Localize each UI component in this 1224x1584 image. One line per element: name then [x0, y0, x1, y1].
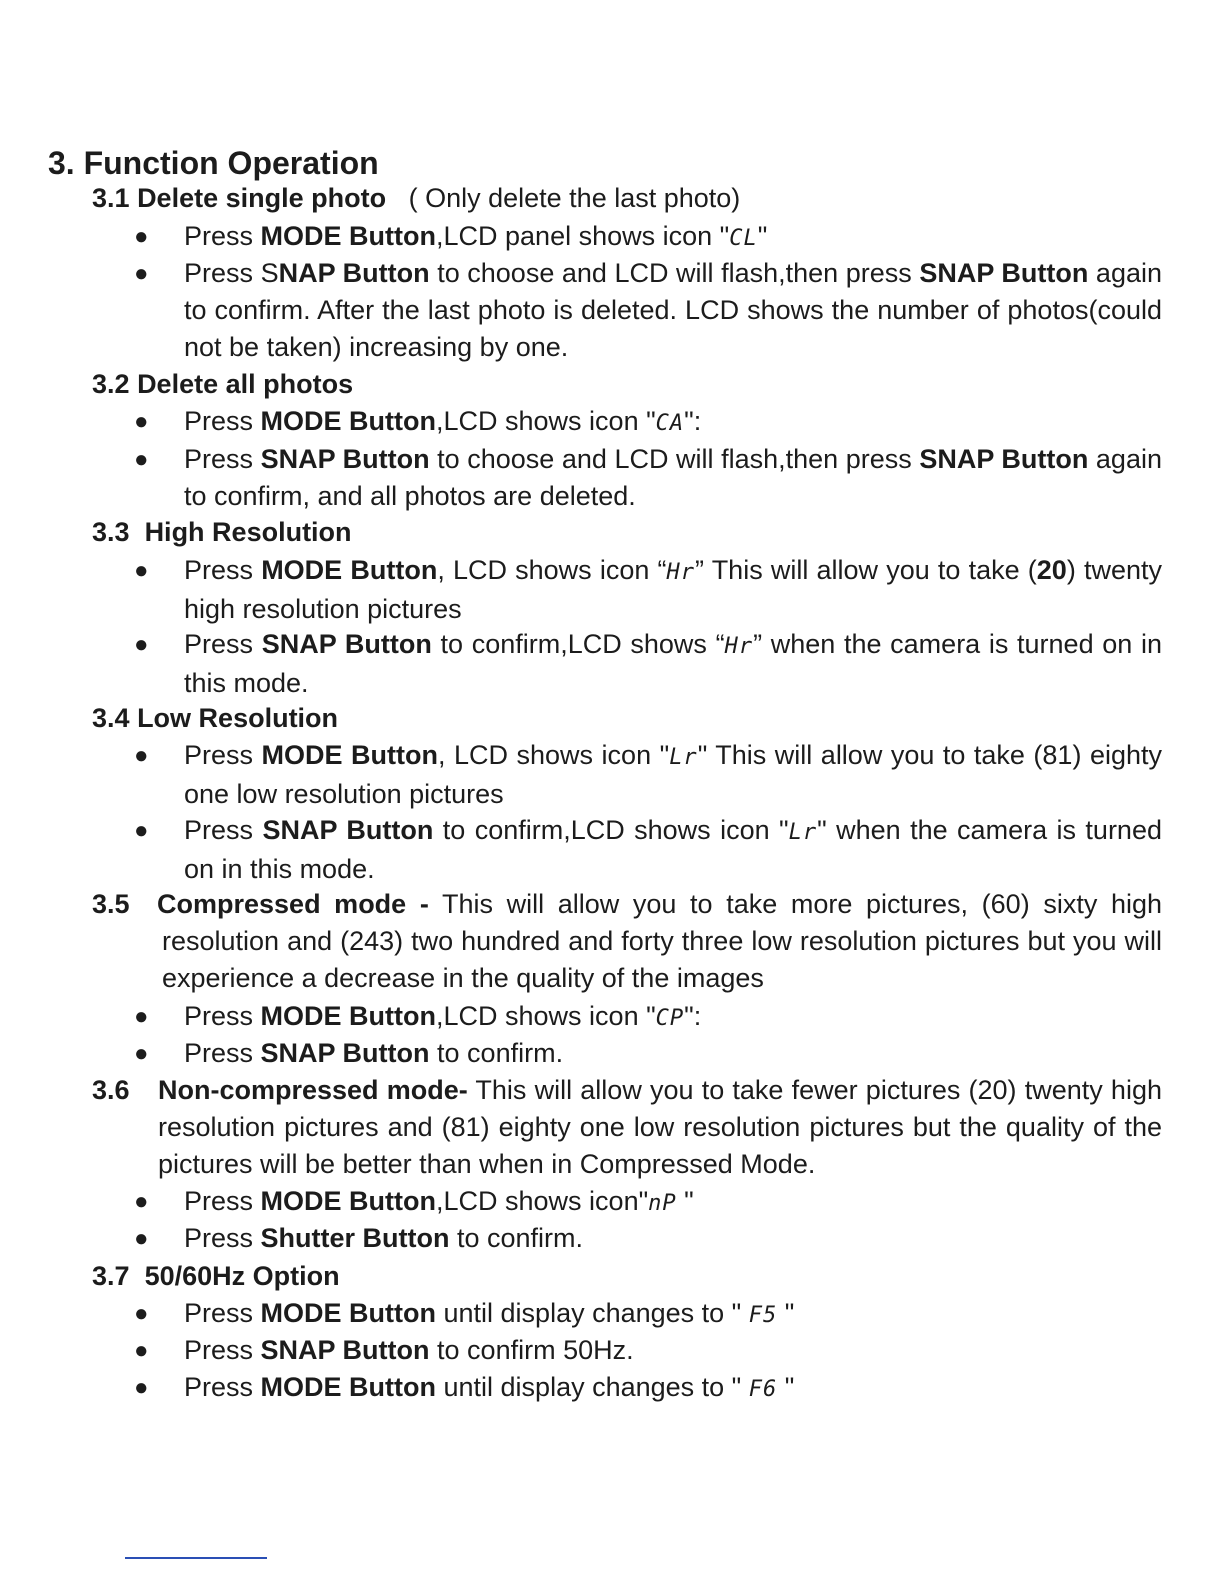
bullet-icon: ● [134, 1040, 149, 1067]
lcd-icon-np: nP [648, 1191, 677, 1216]
list-item: Press SNAP Button to choose and LCD will flash,then press SNAP Button again to confirm. After the last photo is deleted. LCD shows the number of photos(could not be taken) increasing by one. [184, 258, 1162, 363]
bullet-icon: ● [134, 1225, 149, 1252]
lcd-icon-hr: Hr [724, 634, 754, 659]
section-3-3-heading: 3.3 High Resolution [92, 517, 352, 547]
list-item: Press SNAP Button to confirm 50Hz. [184, 1335, 634, 1365]
section-3-2-heading: 3.2 Delete all photos [92, 369, 354, 399]
section-3-6-heading: 3.6 [92, 1075, 130, 1105]
list-item: Press MODE Button,LCD shows icon "CP": [184, 1001, 702, 1031]
lcd-icon-lr: Lr [788, 820, 818, 845]
bullet-icon: ● [134, 1188, 149, 1215]
bullet-icon: ● [134, 631, 149, 658]
lcd-icon-f6: F6 [748, 1377, 778, 1402]
section-3-7-heading: 3.7 50/60Hz Option [92, 1261, 340, 1291]
bullet-icon: ● [134, 1003, 149, 1030]
bullet-icon: ● [134, 817, 149, 844]
section-3-4-heading: 3.4 Low Resolution [92, 703, 339, 733]
footer-divider [125, 1557, 267, 1559]
section-note: ( Only delete the last photo) [408, 183, 741, 213]
bullet-icon: ● [134, 260, 149, 287]
list-item: Press SNAP Button to confirm,LCD shows “Hr” when the camera is turned on in this mode. [184, 629, 1162, 699]
bullet-icon: ● [134, 408, 149, 435]
lcd-icon-ca: CA [655, 411, 685, 436]
bullet-icon: ● [134, 223, 149, 250]
section-3-5-heading: 3.5 [92, 889, 130, 919]
bullet-icon: ● [134, 1374, 149, 1401]
lcd-icon-f5: F5 [748, 1303, 778, 1328]
page-title: 3. Function Operation [48, 145, 379, 181]
list-item: Press MODE Button, LCD shows icon “Hr” This will allow you to take (20) twenty high resolution pictures [184, 555, 1162, 625]
bullet-icon: ● [134, 742, 149, 769]
section-3-1-heading: 3.1 Delete single photo ( Only delete the last photo) [92, 183, 741, 213]
bullet-icon: ● [134, 557, 149, 584]
list-item: Press SNAP Button to choose and LCD will flash,then press SNAP Button again to confirm, and all photos are deleted. [184, 444, 1162, 512]
list-item: Press SNAP Button to confirm. [184, 1038, 564, 1068]
list-item: Press MODE Button, LCD shows icon "Lr" This will allow you to take (81) eighty one low resolution pictures [184, 740, 1162, 810]
bullet-icon: ● [134, 1300, 149, 1327]
list-item: Press Shutter Button to confirm. [184, 1223, 584, 1253]
bullet-icon: ● [134, 1337, 149, 1364]
bullet-icon: ● [134, 446, 149, 473]
list-item: Press MODE Button,LCD shows icon "CA": [184, 406, 702, 436]
lcd-icon-lr: Lr [669, 745, 698, 770]
list-item: Press MODE Button until display changes to " F5 " [184, 1298, 795, 1328]
list-item: Press MODE Button,LCD shows icon"nP " [184, 1186, 694, 1216]
list-item: Press SNAP Button to confirm,LCD shows icon "Lr" when the camera is turned on in this mode. [184, 815, 1162, 885]
lcd-icon-hr: Hr [666, 560, 696, 585]
lcd-icon-cp: CP [655, 1006, 685, 1031]
list-item: Press MODE Button,LCD panel shows icon "CL" [184, 221, 768, 251]
lcd-icon-cl: CL [729, 226, 758, 251]
list-item: Press MODE Button until display changes to " F6 " [184, 1372, 795, 1402]
section-3-6-description: Non-compressed mode- This will allow you to take fewer pictures (20) twenty high resolution pictures and (81) eighty one low resolution pictures but the quality of the pictures will be better than when in Compressed Mode. [158, 1075, 1162, 1180]
section-3-5-description: Compressed mode - This will allow you to take more pictures, (60) sixty high resolution and (243) two hundred and forty three low resolution pictures but you will experience a decrease in the quality of the images [157, 889, 1163, 994]
